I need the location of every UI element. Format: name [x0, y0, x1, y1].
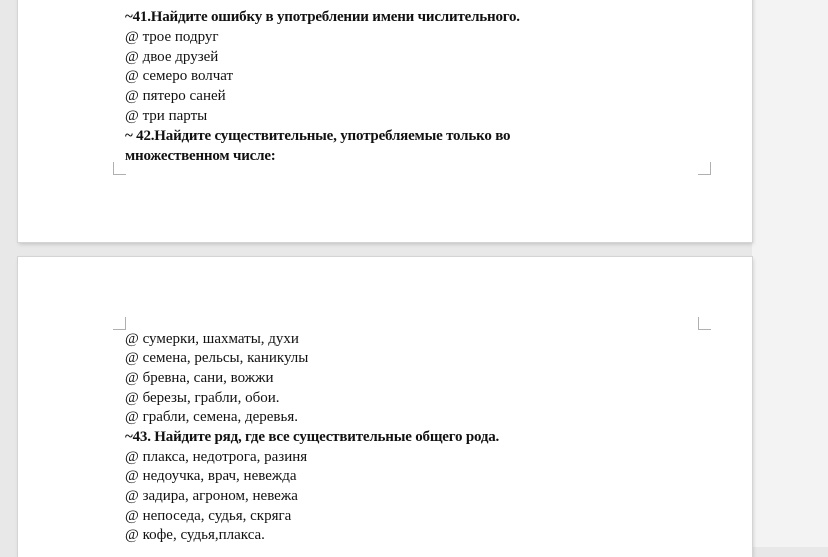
- answer-option: @ кофе, судья,плакса.: [125, 527, 265, 543]
- document-page-2: [18, 257, 752, 557]
- answer-option: @ бревна, сани, вожжи: [125, 370, 274, 386]
- answer-option: @ семеро волчат: [125, 68, 234, 84]
- margin-corner-mark: [113, 162, 126, 175]
- answer-option: @ три парты: [125, 108, 208, 124]
- question-41: ~41.Найдите ошибку в употреблении имени числительного.: [125, 9, 520, 25]
- margin-corner-mark: [698, 162, 711, 175]
- answer-option: @ двое друзей: [125, 49, 219, 65]
- document-page-1: [18, 0, 752, 242]
- answer-option: @ грабли, семена, деревья.: [125, 409, 298, 425]
- workspace-margin: [752, 0, 828, 547]
- margin-corner-mark: [113, 317, 126, 330]
- question-42-continued: множественном числе:: [125, 148, 276, 164]
- question-43: ~43. Найдите ряд, где все существительные общего рода.: [125, 429, 500, 445]
- margin-corner-mark: [698, 317, 711, 330]
- answer-option: @ пятеро саней: [125, 88, 226, 104]
- answer-option: @ плакса, недотрога, разиня: [125, 449, 308, 465]
- answer-option: @ недоучка, врач, невежда: [125, 468, 297, 484]
- answer-option: @ непоседа, судья, скряга: [125, 508, 292, 524]
- answer-option: @ трое подруг: [125, 29, 219, 45]
- question-42: ~ 42.Найдите существительные, употребляемые только во: [125, 128, 511, 144]
- answer-option: @ березы, грабли, обои.: [125, 390, 280, 406]
- answer-option: @ задира, агроном, невежа: [125, 488, 298, 504]
- answer-option: @ семена, рельсы, каникулы: [125, 350, 309, 366]
- answer-option: @ сумерки, шахматы, духи: [125, 331, 299, 347]
